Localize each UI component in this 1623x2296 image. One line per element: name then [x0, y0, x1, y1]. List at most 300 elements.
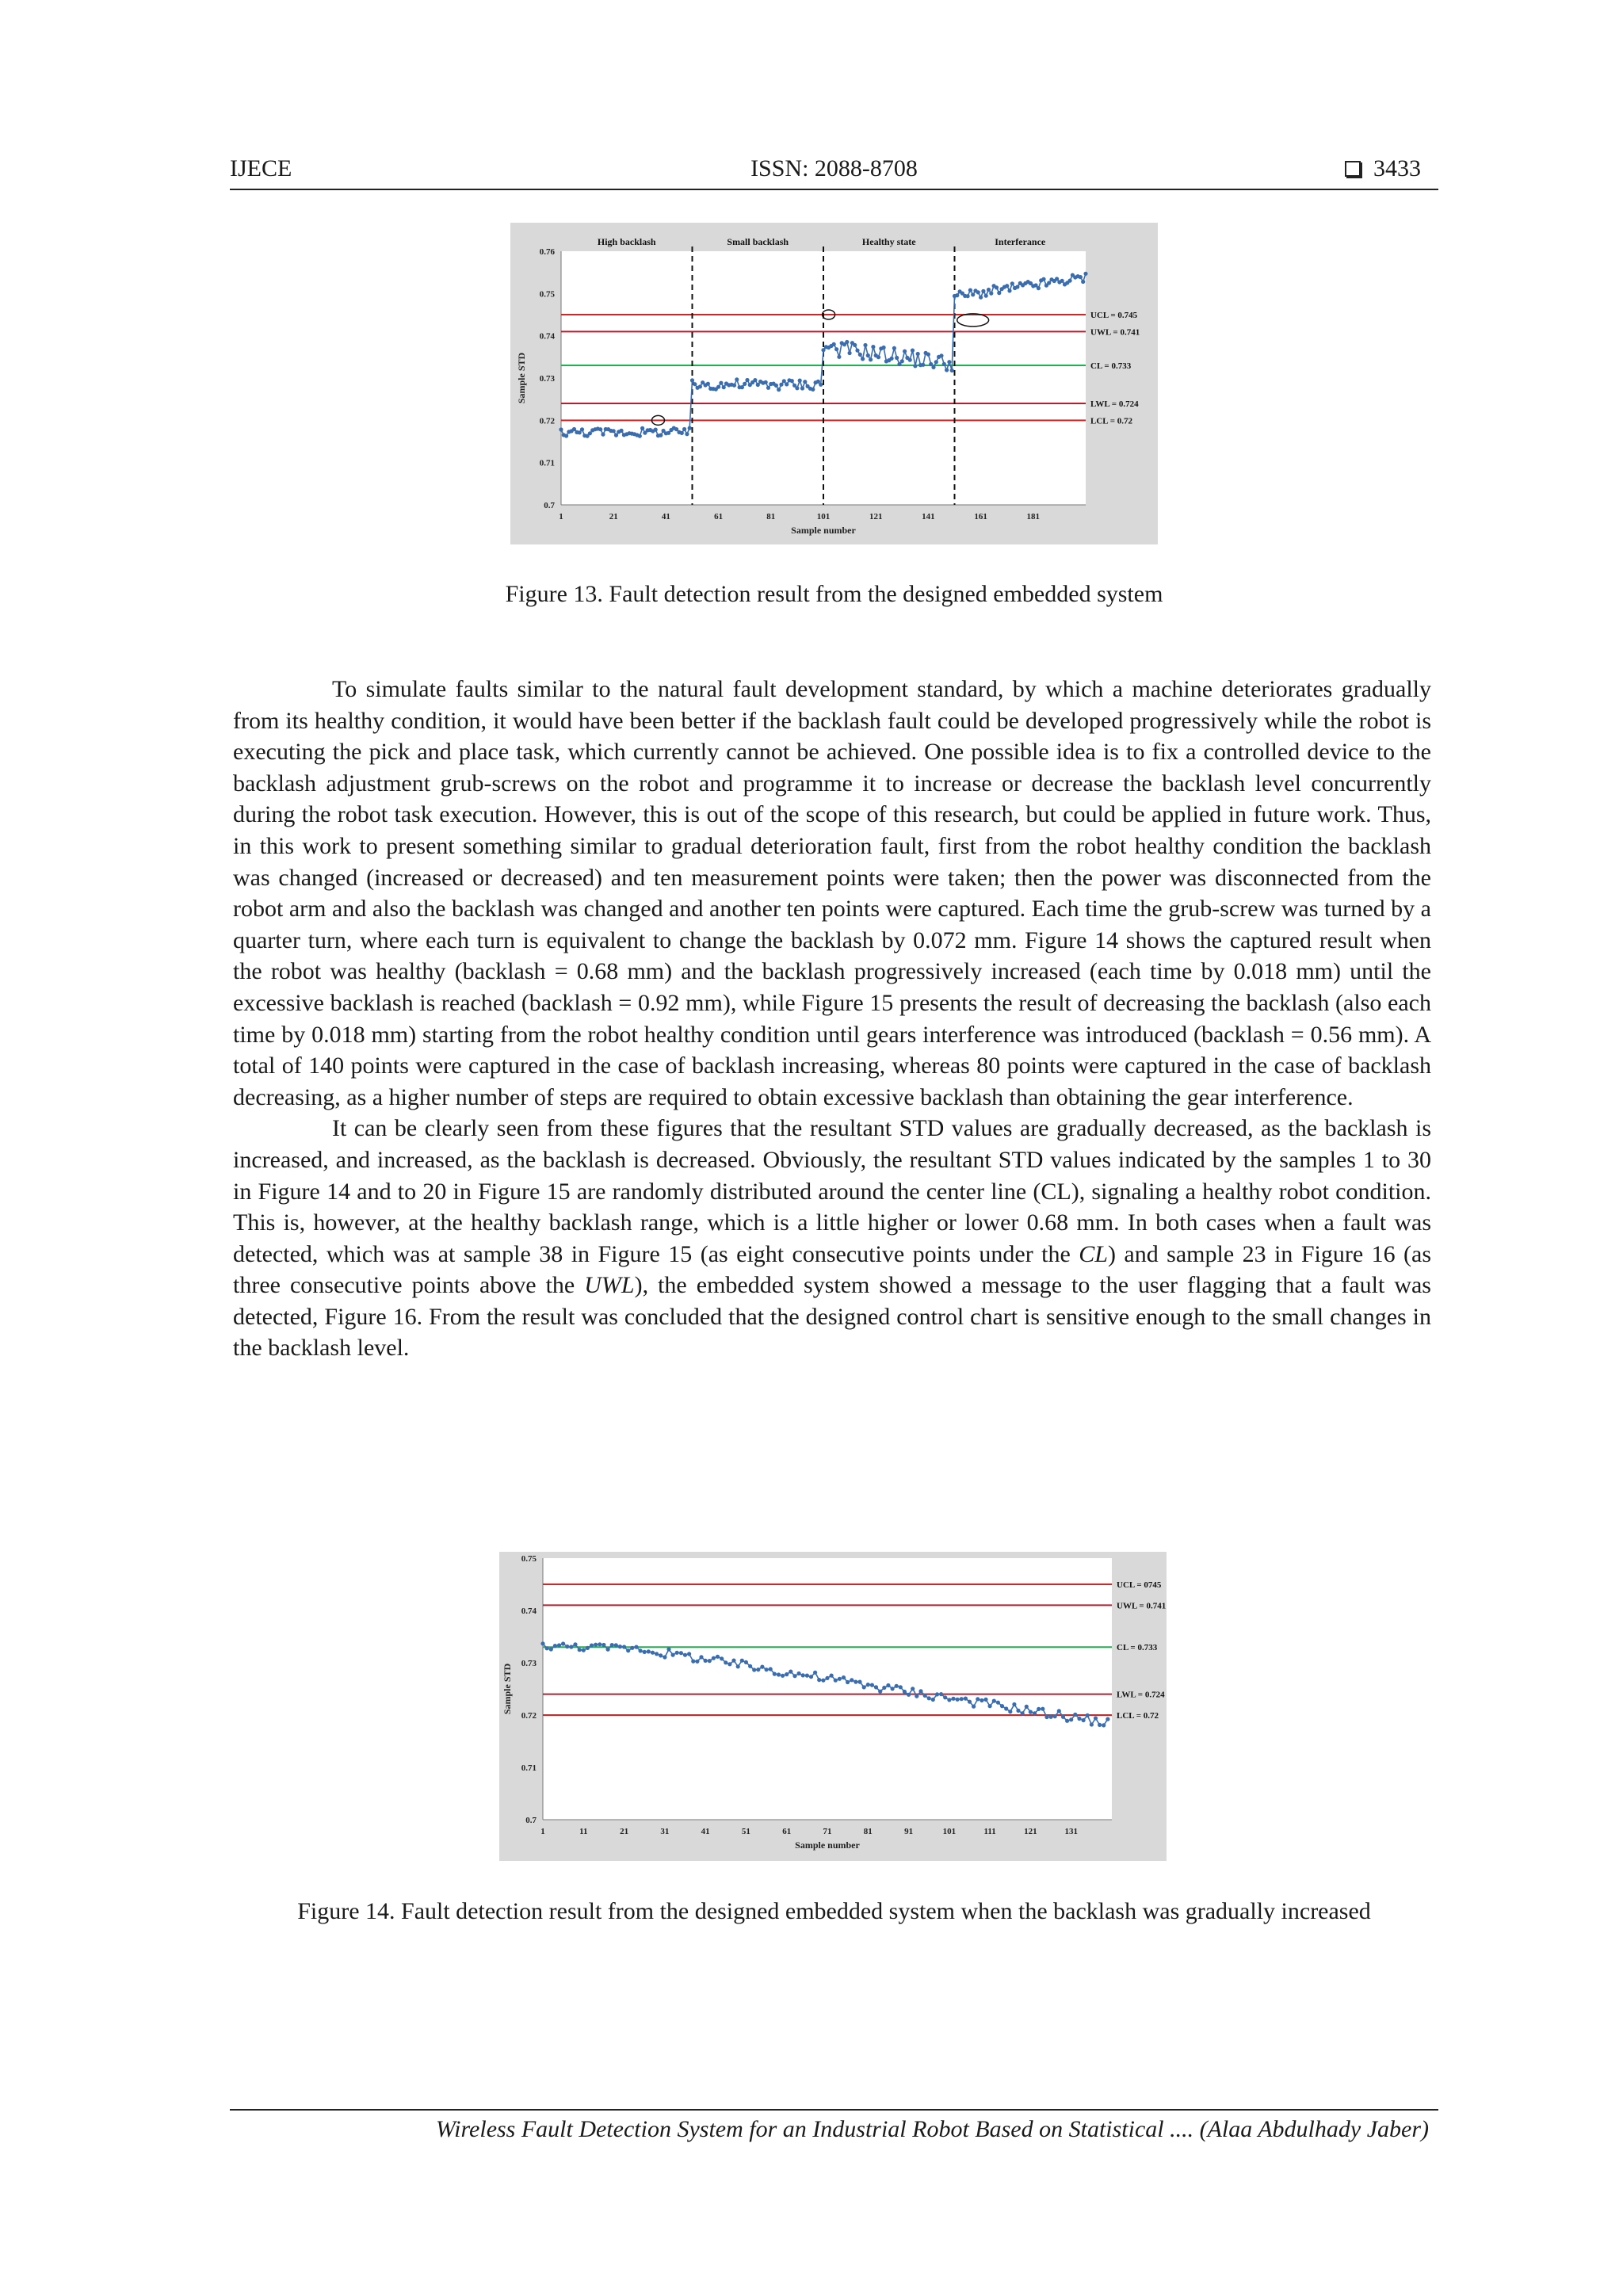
data-point — [976, 290, 980, 294]
data-point — [732, 384, 736, 388]
control-limit-label: CL = 0.733 — [1117, 1643, 1158, 1653]
data-point — [1079, 275, 1083, 279]
control-limit-label: UWL = 0.741 — [1117, 1601, 1167, 1611]
data-point — [727, 1662, 731, 1666]
paragraph-2 — [233, 1113, 1431, 1364]
data-point — [789, 1670, 792, 1674]
data-point — [745, 378, 749, 382]
paragraph-1: To simulate faults similar to the natural fault development standard, by which a machine deteriorates gradually from its healthy condition, it would have been better if the backlash fault could be developed progressively while the robot is executing the pick and place task, which currently cannot be achieved. One possible idea is to fix a controlled device to the backlash adjustment grub-screws on the robot and programme it to increase or decrease the backlash level concurrently during the robot task execution. However, this is out of the scope of this research, but could be applied in future work. Thus, in this work to present something similar to gradual deterioration fault, first from the robot healthy condition the backlash was changed (increased or decreased) and ten measurement points were taken; then the power was disconnected from the robot arm and also the backlash was changed and another ten points were captured. Each time the grub-screw was turned by a quarter turn, where each turn is equivalent to change the backlash by 0.072 mm. Figure 14 shows the captured result when the robot was healthy (backlash = 0.68 mm) and the backlash progressively increased (each time by 0.018 mm) until the excessive backlash is reached (backlash = 0.92 mm), while Figure 15 presents the result of decreasing the backlash (also each time by 0.018 mm) starting from the robot healthy condition until gears interference was introduced (backlash = 0.56 mm). A total of 140 points were captured in the case of backlash increasing, whereas 80 points were captured in the case of backlash decreasing, as a higher number of steps are required to obtain excessive backlash than obtaining the gear interference. — [233, 676, 1431, 1110]
data-point — [1068, 279, 1072, 283]
data-point — [1060, 279, 1064, 283]
data-point — [610, 1643, 614, 1647]
data-point — [874, 1685, 878, 1689]
data-point — [565, 1645, 569, 1648]
data-point — [598, 427, 602, 431]
data-point — [638, 434, 642, 438]
data-point — [984, 294, 988, 298]
y-tick-label: 0.75 — [539, 289, 555, 300]
data-point — [682, 427, 686, 431]
data-point — [1041, 1707, 1044, 1711]
data-point — [716, 385, 720, 389]
data-point — [590, 1644, 594, 1648]
data-point — [918, 1689, 922, 1693]
data-point — [798, 379, 802, 383]
data-point — [683, 1653, 687, 1657]
data-point — [942, 362, 946, 366]
data-point — [834, 347, 838, 351]
figure-14-caption: Figure 14. Fault detection result from the designed embedded system when the backlash was gradually increased — [297, 1898, 1371, 1924]
data-point — [846, 1680, 850, 1684]
data-point — [980, 1698, 983, 1702]
data-point — [966, 294, 970, 298]
data-point — [782, 379, 786, 383]
data-point — [939, 353, 943, 357]
x-tick-label: 11 — [579, 1827, 588, 1836]
box-icon — [1345, 161, 1361, 177]
data-point — [981, 289, 985, 293]
data-point — [964, 1697, 968, 1701]
data-point — [564, 434, 568, 437]
data-point — [1094, 1716, 1098, 1720]
data-point — [601, 1643, 605, 1647]
data-point — [871, 345, 875, 349]
control-limit-label: LCL = 0.72 — [1090, 416, 1133, 426]
x-tick-label: 41 — [661, 512, 670, 521]
data-point — [845, 340, 849, 344]
x-tick-label: 61 — [714, 512, 724, 521]
data-point — [708, 1659, 712, 1663]
data-point — [582, 1648, 586, 1652]
data-point — [834, 1679, 838, 1683]
data-point — [916, 352, 920, 356]
data-point — [639, 1648, 643, 1652]
data-point — [832, 342, 836, 346]
data-point — [960, 1697, 964, 1701]
data-point — [878, 1690, 882, 1694]
data-point — [1012, 1702, 1016, 1706]
data-point — [586, 1646, 590, 1650]
data-point — [853, 343, 857, 347]
data-point — [688, 426, 692, 430]
data-point — [695, 1660, 699, 1664]
x-tick-label: 111 — [983, 1827, 996, 1836]
data-point — [630, 1646, 634, 1650]
y-tick-label: 0.7 — [525, 1816, 537, 1825]
issn: ISSN: 2088-8708 — [750, 155, 918, 181]
data-point — [735, 377, 739, 381]
data-point — [1077, 1717, 1081, 1721]
x-tick-label: 181 — [1026, 512, 1041, 521]
data-point — [939, 1692, 943, 1696]
data-point — [1041, 277, 1045, 281]
data-point — [580, 427, 584, 431]
y-tick-label: 0.73 — [539, 374, 555, 384]
data-point — [882, 1686, 886, 1690]
data-point — [647, 1649, 651, 1653]
data-point — [777, 388, 781, 392]
data-point — [908, 358, 912, 362]
data-point — [945, 368, 949, 372]
control-limit-label: UWL = 0.741 — [1090, 327, 1140, 338]
data-point — [618, 1645, 622, 1648]
data-point — [704, 1659, 708, 1663]
data-point — [651, 1651, 655, 1655]
data-point — [992, 1699, 996, 1703]
data-point — [971, 292, 975, 296]
data-point — [870, 1683, 874, 1687]
data-point — [712, 1656, 716, 1660]
y-tick-label: 0.7 — [544, 501, 555, 510]
x-tick-label: 101 — [816, 512, 831, 521]
data-point — [569, 1645, 573, 1648]
data-point — [809, 1675, 813, 1679]
x-tick-label: 91 — [904, 1827, 914, 1836]
data-point — [951, 1697, 955, 1701]
x-tick-label: 1 — [540, 1827, 545, 1836]
x-tick-label: 41 — [701, 1827, 710, 1836]
data-point — [1106, 1717, 1109, 1721]
data-point — [1102, 1723, 1106, 1727]
data-point — [983, 1698, 987, 1702]
data-point — [722, 385, 726, 389]
data-point — [594, 1643, 598, 1647]
data-point — [1047, 281, 1051, 285]
data-point — [825, 1676, 829, 1680]
data-point — [659, 434, 663, 437]
data-point — [803, 380, 807, 384]
data-point — [671, 1653, 675, 1657]
data-point — [795, 386, 799, 390]
data-point — [693, 382, 697, 386]
data-point — [972, 1705, 976, 1709]
x-axis-label: Sample number — [791, 525, 856, 536]
data-point — [1005, 284, 1009, 288]
data-point — [987, 288, 991, 292]
page-footer: Wireless Fault Detection System for an Industrial Robot Based on Statistical .... (Alaa Abdulhady Jaber) — [435, 2116, 1429, 2142]
data-point — [680, 431, 684, 435]
data-point — [601, 433, 605, 437]
data-point — [540, 1641, 544, 1645]
data-point — [996, 1701, 1000, 1705]
data-point — [720, 1656, 724, 1660]
data-point — [792, 1674, 796, 1678]
data-point — [988, 1704, 992, 1708]
data-point — [559, 427, 563, 431]
y-tick-label: 0.72 — [539, 416, 555, 426]
data-point — [797, 1671, 801, 1675]
data-point — [659, 1653, 663, 1657]
data-point — [744, 1660, 748, 1664]
region-label: High backlash — [597, 236, 656, 247]
y-tick-label: 0.76 — [539, 247, 555, 257]
data-point — [800, 386, 804, 390]
data-point — [716, 1655, 720, 1659]
data-point — [1037, 1707, 1041, 1711]
data-point — [760, 1665, 764, 1669]
data-point — [811, 388, 815, 392]
data-point — [1053, 1714, 1057, 1718]
cl-italic: CL — [1079, 1240, 1108, 1267]
data-point — [731, 1659, 735, 1663]
page-header — [230, 155, 1438, 190]
data-point — [549, 1647, 553, 1651]
data-point — [911, 1687, 915, 1690]
data-point — [869, 357, 873, 361]
x-tick-label: 161 — [974, 512, 987, 521]
data-point — [890, 357, 894, 361]
data-point — [866, 353, 870, 357]
paragraph-2-part-c: ), the embedded system showed a message to the user flagging that a fault was detected, Figure 16. From the result was concluded that the designed control chart is sensitive enough to the small changes in the backlash level. — [233, 1272, 1431, 1362]
y-tick-label: 0.71 — [539, 458, 555, 468]
data-point — [995, 285, 999, 289]
y-tick-label: 0.73 — [521, 1659, 537, 1668]
data-point — [1082, 1718, 1086, 1722]
data-point — [764, 380, 768, 384]
data-point — [857, 1680, 861, 1684]
data-point — [666, 1647, 670, 1651]
control-limit-label: UCL = 0745 — [1117, 1580, 1162, 1590]
data-point — [866, 1683, 870, 1687]
data-point — [989, 292, 993, 296]
y-tick-label: 0.71 — [521, 1763, 537, 1773]
uwl-italic: UWL — [584, 1272, 635, 1299]
data-point — [781, 1674, 785, 1678]
data-point — [819, 383, 823, 387]
paragraph-2-part-b: ) and sample 23 in Figure 16 (as three consecutive points above the — [233, 1240, 1432, 1299]
data-point — [756, 383, 760, 387]
data-point — [740, 1659, 744, 1663]
data-point — [753, 378, 757, 382]
data-point — [790, 379, 794, 383]
data-point — [882, 346, 886, 350]
data-point — [858, 353, 862, 357]
data-point — [1010, 281, 1014, 285]
x-tick-label: 51 — [741, 1827, 750, 1836]
data-point — [934, 360, 938, 364]
data-point — [773, 1672, 777, 1676]
data-point — [821, 1679, 825, 1683]
data-point — [553, 1644, 557, 1648]
data-point — [679, 1651, 683, 1655]
data-point — [643, 1650, 647, 1654]
data-point — [756, 1668, 760, 1671]
data-point — [622, 1645, 626, 1648]
data-point — [976, 1697, 980, 1701]
data-point — [785, 1672, 789, 1676]
data-point — [900, 359, 904, 363]
data-point — [557, 1643, 561, 1647]
data-point — [862, 1685, 866, 1689]
data-point — [1057, 1709, 1061, 1713]
data-point — [892, 346, 896, 350]
data-point — [578, 1648, 582, 1652]
x-tick-label: 21 — [609, 512, 618, 521]
journal-name: IJECE — [230, 155, 292, 181]
data-point — [779, 383, 783, 387]
data-point — [801, 1673, 805, 1677]
data-point — [1061, 1715, 1065, 1719]
footer-rule — [230, 2109, 1438, 2111]
y-tick-label: 0.74 — [539, 331, 555, 342]
figure-13-caption: Figure 13. Fault detection result from the designed embedded system — [505, 581, 1163, 607]
data-point — [1025, 1705, 1029, 1709]
figure-14-chart — [499, 1552, 1167, 1861]
region-label: Small backlash — [727, 236, 789, 247]
data-point — [1021, 1711, 1025, 1715]
page-number-wrap — [1345, 155, 1421, 182]
data-point — [1073, 1713, 1077, 1717]
data-point — [923, 1694, 927, 1698]
control-limit-label: UCL = 0.745 — [1090, 311, 1138, 320]
x-tick-label: 71 — [823, 1827, 832, 1836]
data-point — [1033, 1711, 1037, 1715]
data-point — [687, 1652, 691, 1656]
data-point — [606, 1648, 610, 1652]
data-point — [561, 1641, 565, 1645]
data-point — [943, 1695, 947, 1699]
figure-13-chart — [510, 223, 1158, 544]
x-tick-label: 61 — [782, 1827, 792, 1836]
data-point — [931, 1698, 935, 1702]
region-label: Healthy state — [861, 236, 916, 247]
x-tick-label: 81 — [766, 512, 776, 521]
data-point — [691, 1660, 695, 1664]
y-tick-label: 0.75 — [521, 1554, 537, 1564]
data-point — [830, 1674, 834, 1678]
data-point — [947, 1698, 951, 1702]
data-point — [850, 1678, 854, 1682]
data-point — [752, 1668, 756, 1671]
data-point — [854, 1680, 857, 1684]
data-point — [915, 1694, 918, 1698]
data-point — [931, 365, 935, 369]
data-point — [736, 1664, 740, 1668]
data-point — [891, 1687, 895, 1690]
data-point — [572, 427, 576, 431]
data-point — [838, 1677, 842, 1681]
data-point — [861, 357, 865, 361]
data-point — [903, 1690, 907, 1694]
figure-14-svg — [499, 1552, 1167, 1861]
plot-area — [543, 1558, 1112, 1820]
data-point — [785, 382, 789, 386]
data-point — [895, 356, 899, 360]
x-tick-label: 1 — [559, 512, 563, 521]
data-point — [1000, 1704, 1004, 1708]
data-point — [968, 288, 972, 292]
data-point — [774, 384, 778, 388]
data-point — [1098, 1723, 1102, 1727]
data-point — [612, 429, 616, 433]
data-point — [626, 1648, 630, 1652]
data-point — [675, 1651, 679, 1655]
data-point — [1008, 1710, 1012, 1713]
data-point — [777, 1672, 781, 1676]
region-label: Interferance — [995, 236, 1046, 247]
data-point — [634, 1645, 638, 1649]
control-limit-label: CL = 0.733 — [1090, 361, 1132, 371]
data-point — [1044, 1715, 1048, 1719]
data-point — [1083, 272, 1087, 276]
data-point — [663, 1655, 666, 1659]
x-tick-label: 21 — [620, 1827, 629, 1836]
data-point — [1029, 1710, 1033, 1714]
data-point — [1015, 285, 1019, 288]
data-point — [655, 1652, 659, 1656]
data-point — [927, 1696, 931, 1700]
y-tick-label: 0.72 — [521, 1711, 537, 1721]
data-point — [876, 355, 880, 359]
data-point — [805, 1674, 809, 1678]
data-point — [863, 343, 867, 347]
data-point — [979, 296, 983, 300]
data-point — [921, 363, 925, 367]
page-number: 3433 — [1373, 155, 1421, 181]
data-point — [911, 349, 915, 353]
data-point — [769, 1667, 773, 1671]
data-point — [743, 382, 747, 386]
data-point — [765, 1668, 769, 1671]
figure-13-svg — [510, 223, 1158, 544]
data-point — [848, 351, 852, 355]
data-point — [913, 364, 917, 368]
data-point — [895, 1684, 899, 1688]
data-point — [886, 1683, 890, 1687]
data-point — [903, 350, 907, 353]
data-point — [1065, 1719, 1069, 1723]
data-point — [748, 1664, 752, 1668]
x-tick-label: 131 — [1064, 1827, 1078, 1836]
data-point — [1090, 1722, 1094, 1726]
data-point — [706, 382, 710, 386]
data-point — [813, 1671, 817, 1675]
x-tick-label: 141 — [922, 512, 935, 521]
body-text — [233, 674, 1431, 1364]
y-axis-label: Sample STD — [502, 1663, 513, 1715]
data-point — [724, 1660, 727, 1664]
control-limit-label: LCL = 0.72 — [1117, 1711, 1159, 1721]
x-tick-label: 31 — [660, 1827, 670, 1836]
data-point — [956, 1698, 960, 1702]
data-point — [699, 1655, 703, 1659]
data-point — [740, 385, 744, 389]
data-point — [1016, 1709, 1020, 1713]
data-point — [817, 1678, 821, 1682]
data-point — [1049, 1715, 1053, 1719]
control-limit-label: LWL = 0.724 — [1090, 399, 1139, 409]
data-point — [837, 355, 841, 359]
data-point — [855, 349, 859, 353]
data-point — [654, 428, 658, 432]
data-point — [614, 1643, 618, 1647]
control-limit-label: LWL = 0.724 — [1117, 1690, 1165, 1700]
data-point — [598, 1642, 601, 1646]
x-tick-label: 121 — [1024, 1827, 1037, 1836]
data-point — [997, 291, 1001, 295]
x-axis-label: Sample number — [795, 1839, 860, 1851]
data-point — [690, 378, 694, 382]
header-rule — [230, 189, 1438, 190]
data-point — [926, 353, 930, 357]
data-point — [842, 1675, 846, 1679]
data-point — [907, 1693, 911, 1697]
data-point — [766, 386, 770, 390]
data-point — [573, 1642, 577, 1646]
x-tick-label: 101 — [942, 1827, 957, 1836]
y-tick-label: 0.74 — [521, 1606, 537, 1616]
data-point — [1037, 286, 1041, 290]
data-point — [685, 432, 689, 436]
